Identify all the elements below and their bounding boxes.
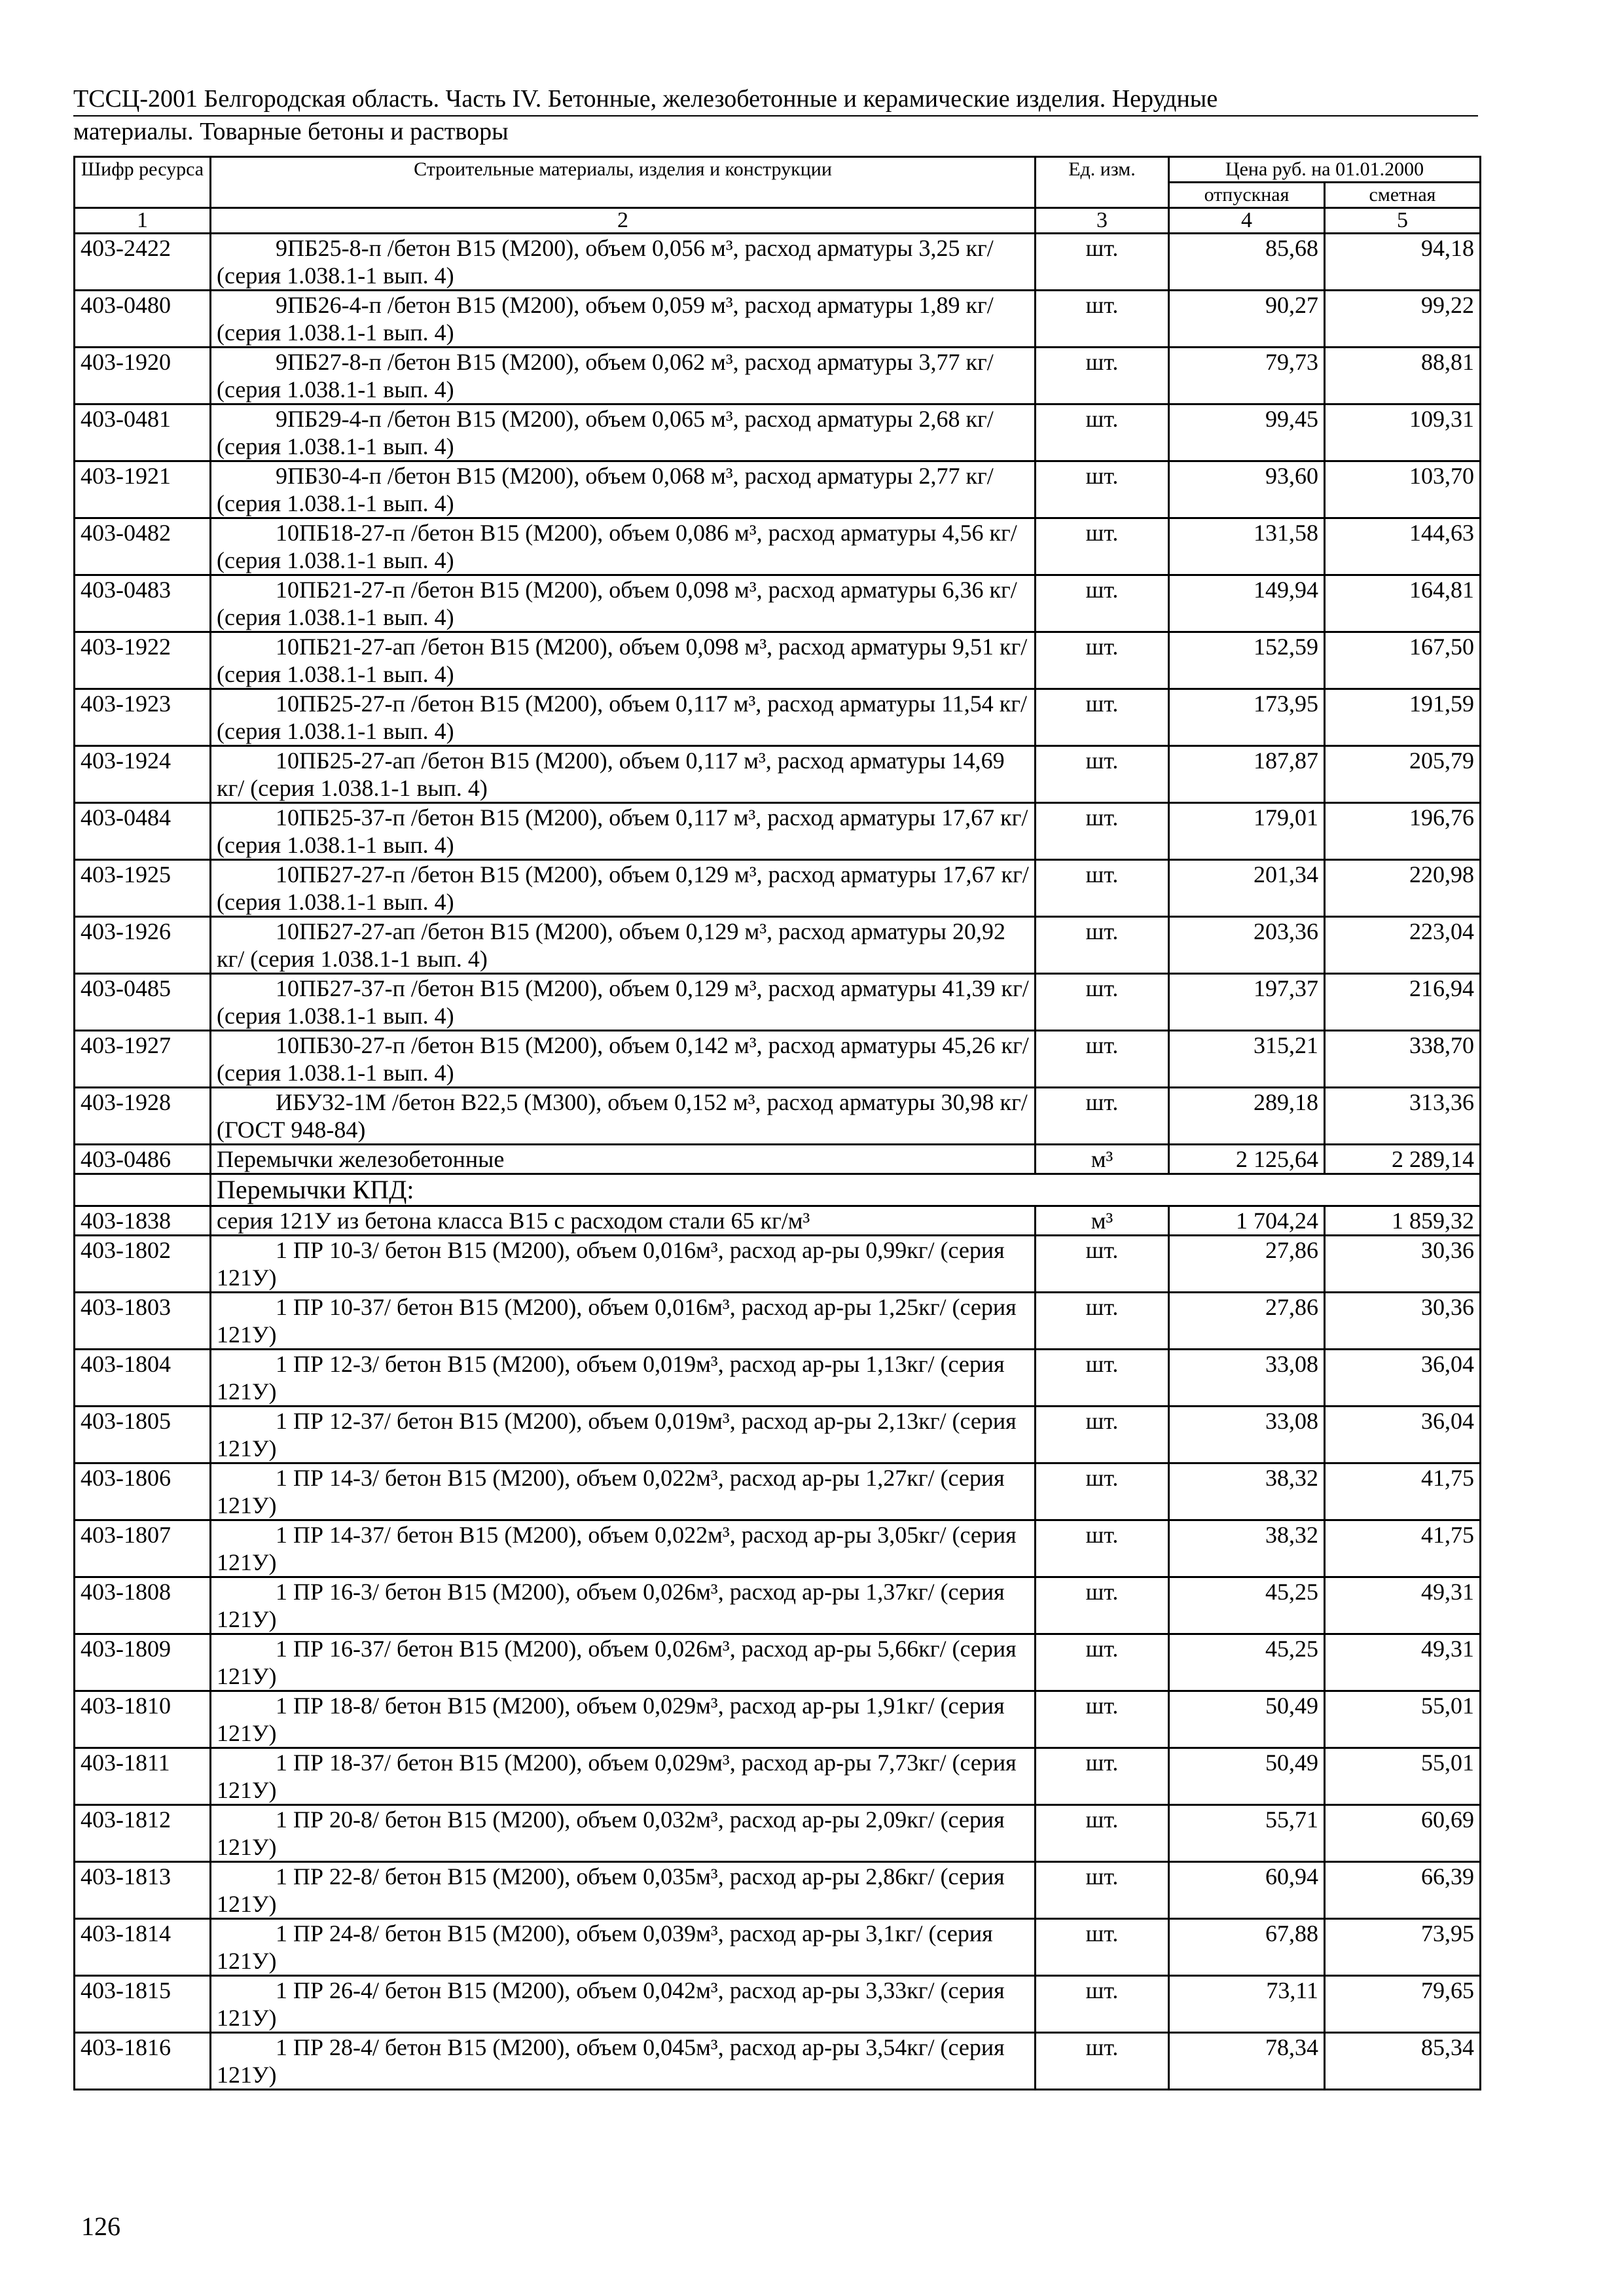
- code-cell: 403-1816: [75, 2033, 211, 2090]
- table-row: [75, 1862, 1481, 1919]
- release-price-cell: 197,37: [1169, 974, 1325, 1031]
- estimate-price-cell: 167,50: [1325, 632, 1481, 689]
- release-price-cell: 85,68: [1169, 234, 1325, 291]
- estimate-price-cell: 41,75: [1325, 1520, 1481, 1577]
- material-name-cell: [211, 1748, 1036, 1805]
- material-name: ИБУ32-1М /бетон В22,5 (М300), объем 0,152 м³, расход арматуры 30,98 кг/ (ГОСТ 948-84): [217, 1089, 1028, 1143]
- code-cell: 403-1814: [75, 1919, 211, 1976]
- header-title-line-1: ТССЦ-2001 Белгородская область. Часть IV. Бетонные, железобетонные и керамические изделия. Нерудные: [73, 84, 1478, 117]
- code-cell: 403-1809: [75, 1634, 211, 1691]
- unit-cell: шт.: [1036, 632, 1169, 689]
- material-name: 1 ПР 18-37/ бетон В15 (М200), объем 0,029м³, расход ар-ры 7,73кг/ (серия 121У): [217, 1749, 1017, 1803]
- estimate-price-cell: 223,04: [1325, 917, 1481, 974]
- material-name: 9ПБ30-4-п /бетон В15 (М200), объем 0,068 м³, расход арматуры 2,77 кг/ (серия 1.038.1-1 вып. 4): [217, 463, 994, 516]
- estimate-price-cell: 55,01: [1325, 1691, 1481, 1748]
- estimate-price-cell: 36,04: [1325, 1407, 1481, 1463]
- code-cell: 403-1922: [75, 632, 211, 689]
- code-cell: 403-1811: [75, 1748, 211, 1805]
- material-name-cell: [211, 1634, 1036, 1691]
- table-row: [75, 1236, 1481, 1293]
- material-name-cell: [211, 803, 1036, 860]
- material-name: 10ПБ18-27-п /бетон В15 (М200), объем 0,086 м³, расход арматуры 4,56 кг/ (серия 1.038.1-1 вып. 4): [217, 520, 1017, 573]
- column-number: 5: [1325, 208, 1481, 234]
- code-cell: 403-1926: [75, 917, 211, 974]
- release-price-cell: 2 125,64: [1169, 1145, 1325, 1174]
- unit-cell: шт.: [1036, 689, 1169, 746]
- estimate-price-cell: 164,81: [1325, 575, 1481, 632]
- header-unit: Ед. изм.: [1036, 157, 1169, 208]
- material-name: 1 ПР 22-8/ бетон В15 (М200), объем 0,035м³, расход ар-ры 2,86кг/ (серия 121У): [217, 1863, 1005, 1917]
- material-name: 10ПБ25-27-ап /бетон В15 (М200), объем 0,117 м³, расход арматуры 14,69 кг/ (серия 1.038.1-1 вып. 4): [217, 747, 1005, 801]
- table-row: [75, 974, 1481, 1031]
- estimate-price-cell: 85,34: [1325, 2033, 1481, 2090]
- code-cell: 403-1928: [75, 1088, 211, 1145]
- release-price-cell: 27,86: [1169, 1236, 1325, 1293]
- estimate-price-cell: 109,31: [1325, 404, 1481, 461]
- section-empty-cell: [75, 1174, 211, 1206]
- release-price-cell: 131,58: [1169, 518, 1325, 575]
- code-cell: 403-1838: [75, 1206, 211, 1236]
- release-price-cell: 201,34: [1169, 860, 1325, 917]
- table-row: [75, 1293, 1481, 1350]
- material-name-cell: [211, 291, 1036, 348]
- unit-cell: шт.: [1036, 575, 1169, 632]
- release-price-cell: 55,71: [1169, 1805, 1325, 1862]
- code-cell: 403-1803: [75, 1293, 211, 1350]
- release-price-cell: 38,32: [1169, 1463, 1325, 1520]
- code-cell: 403-1812: [75, 1805, 211, 1862]
- release-price-cell: 187,87: [1169, 746, 1325, 803]
- code-cell: 403-1804: [75, 1350, 211, 1407]
- material-name: 10ПБ27-27-ап /бетон В15 (М200), объем 0,129 м³, расход арматуры 20,92 кг/ (серия 1.038.1-1 вып. 4): [217, 918, 1005, 972]
- table-row: [75, 1634, 1481, 1691]
- table-row: [75, 1088, 1481, 1145]
- estimate-price-cell: 66,39: [1325, 1862, 1481, 1919]
- material-name-cell: [211, 632, 1036, 689]
- release-price-cell: 60,94: [1169, 1862, 1325, 1919]
- unit-cell: м³: [1036, 1206, 1169, 1236]
- code-cell: 403-0486: [75, 1145, 211, 1174]
- page-header: [73, 84, 1478, 147]
- material-name-cell: [211, 1577, 1036, 1634]
- unit-cell: шт.: [1036, 234, 1169, 291]
- material-name: 1 ПР 12-3/ бетон В15 (М200), объем 0,019м³, расход ар-ры 1,13кг/ (серия 121У): [217, 1351, 1005, 1405]
- release-price-cell: 78,34: [1169, 2033, 1325, 2090]
- column-number: 4: [1169, 208, 1325, 234]
- table-row: [75, 1145, 1481, 1174]
- table-row: [75, 348, 1481, 404]
- unit-cell: шт.: [1036, 1691, 1169, 1748]
- table-row: [75, 1463, 1481, 1520]
- unit-cell: м³: [1036, 1145, 1169, 1174]
- material-name: 10ПБ25-37-п /бетон В15 (М200), объем 0,117 м³, расход арматуры 17,67 кг/ (серия 1.038.1-1 вып. 4): [217, 804, 1028, 858]
- release-price-cell: 90,27: [1169, 291, 1325, 348]
- estimate-price-cell: 216,94: [1325, 974, 1481, 1031]
- code-cell: 403-0485: [75, 974, 211, 1031]
- release-price-cell: 27,86: [1169, 1293, 1325, 1350]
- unit-cell: шт.: [1036, 291, 1169, 348]
- unit-cell: шт.: [1036, 1236, 1169, 1293]
- unit-cell: шт.: [1036, 1634, 1169, 1691]
- material-name: 10ПБ27-37-п /бетон В15 (М200), объем 0,129 м³, расход арматуры 41,39 кг/ (серия 1.038.1-1 вып. 4): [217, 975, 1029, 1029]
- material-name-cell: [211, 234, 1036, 291]
- table-row: [75, 1031, 1481, 1088]
- code-cell: 403-1805: [75, 1407, 211, 1463]
- material-name: 1 ПР 24-8/ бетон В15 (М200), объем 0,039м³, расход ар-ры 3,1кг/ (серия 121У): [217, 1920, 993, 1974]
- table-row: [75, 1206, 1481, 1236]
- estimate-price-cell: 99,22: [1325, 291, 1481, 348]
- estimate-price-cell: 313,36: [1325, 1088, 1481, 1145]
- release-price-cell: 173,95: [1169, 689, 1325, 746]
- estimate-price-cell: 49,31: [1325, 1577, 1481, 1634]
- unit-cell: шт.: [1036, 1520, 1169, 1577]
- material-name-cell: [211, 1520, 1036, 1577]
- table-row: [75, 518, 1481, 575]
- release-price-cell: 79,73: [1169, 348, 1325, 404]
- code-cell: 403-0484: [75, 803, 211, 860]
- material-name-cell: [211, 1862, 1036, 1919]
- release-price-cell: 289,18: [1169, 1088, 1325, 1145]
- material-name-cell: [211, 1976, 1036, 2033]
- table-row: [75, 575, 1481, 632]
- header-code: Шифр ресурса: [75, 157, 211, 208]
- material-name-cell: [211, 518, 1036, 575]
- material-name: 9ПБ26-4-п /бетон В15 (М200), объем 0,059 м³, расход арматуры 1,89 кг/ (серия 1.038.1-1 вып. 4): [217, 292, 994, 346]
- unit-cell: шт.: [1036, 2033, 1169, 2090]
- table-row: [75, 746, 1481, 803]
- estimate-price-cell: 30,36: [1325, 1293, 1481, 1350]
- code-cell: 403-1924: [75, 746, 211, 803]
- code-cell: 403-1807: [75, 1520, 211, 1577]
- table-row: [75, 1976, 1481, 2033]
- material-name-cell: [211, 746, 1036, 803]
- material-name-cell: [211, 1805, 1036, 1862]
- material-name-cell: [211, 1088, 1036, 1145]
- unit-cell: шт.: [1036, 917, 1169, 974]
- material-name-cell: [211, 1407, 1036, 1463]
- unit-cell: шт.: [1036, 803, 1169, 860]
- material-name-cell: [211, 2033, 1036, 2090]
- material-name: 10ПБ30-27-п /бетон В15 (М200), объем 0,142 м³, расход арматуры 45,26 кг/ (серия 1.038.1-1 вып. 4): [217, 1032, 1029, 1086]
- code-cell: 403-0482: [75, 518, 211, 575]
- unit-cell: шт.: [1036, 860, 1169, 917]
- material-name: 1 ПР 16-3/ бетон В15 (М200), объем 0,026м³, расход ар-ры 1,37кг/ (серия 121У): [217, 1579, 1005, 1632]
- code-cell: 403-1921: [75, 461, 211, 518]
- unit-cell: шт.: [1036, 461, 1169, 518]
- release-price-cell: 33,08: [1169, 1407, 1325, 1463]
- material-name-cell: [211, 1463, 1036, 1520]
- table-row: [75, 1577, 1481, 1634]
- table-row: [75, 2033, 1481, 2090]
- release-price-cell: 33,08: [1169, 1350, 1325, 1407]
- material-name-cell: [211, 1293, 1036, 1350]
- unit-cell: шт.: [1036, 348, 1169, 404]
- estimate-price-cell: 196,76: [1325, 803, 1481, 860]
- release-price-cell: 50,49: [1169, 1748, 1325, 1805]
- release-price-cell: 203,36: [1169, 917, 1325, 974]
- column-number: 3: [1036, 208, 1169, 234]
- price-table: [73, 156, 1481, 2090]
- estimate-price-cell: 30,36: [1325, 1236, 1481, 1293]
- material-name: 1 ПР 18-8/ бетон В15 (М200), объем 0,029м³, расход ар-ры 1,91кг/ (серия 121У): [217, 1693, 1005, 1746]
- material-name: серия 121У из бетона класса В15 с расходом стали 65 кг/м³: [217, 1208, 810, 1234]
- release-price-cell: 45,25: [1169, 1634, 1325, 1691]
- table-body: [75, 208, 1481, 2090]
- table-row: [75, 1350, 1481, 1407]
- estimate-price-cell: 144,63: [1325, 518, 1481, 575]
- code-cell: 403-1920: [75, 348, 211, 404]
- material-name-cell: [211, 461, 1036, 518]
- unit-cell: шт.: [1036, 1976, 1169, 2033]
- release-price-cell: 38,32: [1169, 1520, 1325, 1577]
- unit-cell: шт.: [1036, 1919, 1169, 1976]
- material-name-cell: [211, 404, 1036, 461]
- estimate-price-cell: 60,69: [1325, 1805, 1481, 1862]
- unit-cell: шт.: [1036, 518, 1169, 575]
- unit-cell: шт.: [1036, 1088, 1169, 1145]
- table-row: [75, 1805, 1481, 1862]
- estimate-price-cell: 73,95: [1325, 1919, 1481, 1976]
- table-row: [75, 234, 1481, 291]
- material-name: 1 ПР 10-3/ бетон В15 (М200), объем 0,016м³, расход ар-ры 0,99кг/ (серия 121У): [217, 1237, 1005, 1291]
- material-name: 1 ПР 26-4/ бетон В15 (М200), объем 0,042м³, расход ар-ры 3,33кг/ (серия 121У): [217, 1977, 1005, 2031]
- release-price-cell: 152,59: [1169, 632, 1325, 689]
- material-name: Перемычки железобетонные: [217, 1146, 505, 1172]
- section-row: [75, 1174, 1481, 1206]
- estimate-price-cell: 79,65: [1325, 1976, 1481, 2033]
- unit-cell: шт.: [1036, 1805, 1169, 1862]
- release-price-cell: 67,88: [1169, 1919, 1325, 1976]
- material-name-cell: [211, 860, 1036, 917]
- estimate-price-cell: 2 289,14: [1325, 1145, 1481, 1174]
- table-row: [75, 1748, 1481, 1805]
- material-name-cell: [211, 917, 1036, 974]
- material-name-cell: [211, 689, 1036, 746]
- material-name-cell: [211, 1031, 1036, 1088]
- material-name: 1 ПР 28-4/ бетон В15 (М200), объем 0,045м³, расход ар-ры 3,54кг/ (серия 121У): [217, 2034, 1005, 2088]
- page-number: 126: [81, 2212, 120, 2241]
- table-row: [75, 1919, 1481, 1976]
- material-name: 9ПБ27-8-п /бетон В15 (М200), объем 0,062 м³, расход арматуры 3,77 кг/ (серия 1.038.1-1 вып. 4): [217, 349, 994, 403]
- header-release-price: отпускная: [1169, 183, 1325, 208]
- table-row: [75, 860, 1481, 917]
- material-name-cell: [211, 1236, 1036, 1293]
- release-price-cell: 149,94: [1169, 575, 1325, 632]
- material-name: 1 ПР 14-37/ бетон В15 (М200), объем 0,022м³, расход ар-ры 3,05кг/ (серия 121У): [217, 1522, 1017, 1575]
- code-cell: 403-1813: [75, 1862, 211, 1919]
- release-price-cell: 50,49: [1169, 1691, 1325, 1748]
- material-name: 10ПБ27-27-п /бетон В15 (М200), объем 0,129 м³, расход арматуры 17,67 кг/ (серия 1.038.1-1 вып. 4): [217, 861, 1029, 915]
- material-name-cell: [211, 575, 1036, 632]
- release-price-cell: 1 704,24: [1169, 1206, 1325, 1236]
- column-number: 1: [75, 208, 211, 234]
- table-row: [75, 1520, 1481, 1577]
- material-name: 10ПБ21-27-п /бетон В15 (М200), объем 0,098 м³, расход арматуры 6,36 кг/ (серия 1.038.1-1 вып. 4): [217, 577, 1017, 630]
- estimate-price-cell: 1 859,32: [1325, 1206, 1481, 1236]
- unit-cell: шт.: [1036, 1748, 1169, 1805]
- table-row: [75, 291, 1481, 348]
- table-row: [75, 1407, 1481, 1463]
- header-name: Строительные материалы, изделия и конструкции: [211, 157, 1036, 208]
- estimate-price-cell: 41,75: [1325, 1463, 1481, 1520]
- release-price-cell: 99,45: [1169, 404, 1325, 461]
- unit-cell: шт.: [1036, 1407, 1169, 1463]
- unit-cell: шт.: [1036, 1577, 1169, 1634]
- unit-cell: шт.: [1036, 1862, 1169, 1919]
- code-cell: 403-0483: [75, 575, 211, 632]
- material-name: 10ПБ21-27-ап /бетон В15 (М200), объем 0,098 м³, расход арматуры 9,51 кг/ (серия 1.038.1-1 вып. 4): [217, 634, 1028, 687]
- code-cell: 403-1923: [75, 689, 211, 746]
- release-price-cell: 73,11: [1169, 1976, 1325, 2033]
- release-price-cell: 45,25: [1169, 1577, 1325, 1634]
- material-name: 1 ПР 12-37/ бетон В15 (М200), объем 0,019м³, расход ар-ры 2,13кг/ (серия 121У): [217, 1408, 1017, 1462]
- unit-cell: шт.: [1036, 404, 1169, 461]
- estimate-price-cell: 338,70: [1325, 1031, 1481, 1088]
- release-price-cell: 93,60: [1169, 461, 1325, 518]
- column-number: 2: [211, 208, 1036, 234]
- code-cell: 403-1815: [75, 1976, 211, 2033]
- column-numbers-row: [75, 208, 1481, 234]
- code-cell: 403-1810: [75, 1691, 211, 1748]
- release-price-cell: 315,21: [1169, 1031, 1325, 1088]
- estimate-price-cell: 191,59: [1325, 689, 1481, 746]
- material-name: 10ПБ25-27-п /бетон В15 (М200), объем 0,117 м³, расход арматуры 11,54 кг/ (серия 1.038.1-1 вып. 4): [217, 691, 1028, 744]
- table-row: [75, 1691, 1481, 1748]
- material-name: 1 ПР 10-37/ бетон В15 (М200), объем 0,016м³, расход ар-ры 1,25кг/ (серия 121У): [217, 1294, 1017, 1348]
- code-cell: 403-0480: [75, 291, 211, 348]
- release-price-cell: 179,01: [1169, 803, 1325, 860]
- table-row: [75, 917, 1481, 974]
- code-cell: 403-1806: [75, 1463, 211, 1520]
- code-cell: 403-0481: [75, 404, 211, 461]
- material-name-cell: [211, 1145, 1036, 1174]
- material-name-cell: [211, 1691, 1036, 1748]
- estimate-price-cell: 88,81: [1325, 348, 1481, 404]
- estimate-price-cell: 94,18: [1325, 234, 1481, 291]
- unit-cell: шт.: [1036, 974, 1169, 1031]
- header-title-line-2: материалы. Товарные бетоны и растворы: [73, 118, 509, 145]
- material-name-cell: [211, 348, 1036, 404]
- unit-cell: шт.: [1036, 1463, 1169, 1520]
- table-row: [75, 803, 1481, 860]
- code-cell: 403-1925: [75, 860, 211, 917]
- estimate-price-cell: 49,31: [1325, 1634, 1481, 1691]
- section-title: Перемычки КПД:: [211, 1174, 1481, 1206]
- code-cell: 403-1927: [75, 1031, 211, 1088]
- material-name: 1 ПР 20-8/ бетон В15 (М200), объем 0,032м³, расход ар-ры 2,09кг/ (серия 121У): [217, 1806, 1005, 1860]
- code-cell: 403-2422: [75, 234, 211, 291]
- material-name: 1 ПР 16-37/ бетон В15 (М200), объем 0,026м³, расход ар-ры 5,66кг/ (серия 121У): [217, 1636, 1017, 1689]
- table-row: [75, 404, 1481, 461]
- estimate-price-cell: 103,70: [1325, 461, 1481, 518]
- header-price-group: Цена руб. на 01.01.2000: [1169, 157, 1481, 183]
- header-estimate-price: сметная: [1325, 183, 1481, 208]
- material-name-cell: [211, 1350, 1036, 1407]
- table-row: [75, 632, 1481, 689]
- material-name: 9ПБ29-4-п /бетон В15 (М200), объем 0,065 м³, расход арматуры 2,68 кг/ (серия 1.038.1-1 вып. 4): [217, 406, 994, 459]
- unit-cell: шт.: [1036, 1350, 1169, 1407]
- material-name-cell: [211, 974, 1036, 1031]
- estimate-price-cell: 55,01: [1325, 1748, 1481, 1805]
- code-cell: 403-1802: [75, 1236, 211, 1293]
- material-name: 9ПБ25-8-п /бетон В15 (М200), объем 0,056 м³, расход арматуры 3,25 кг/ (серия 1.038.1-1 вып. 4): [217, 235, 994, 289]
- material-name: 1 ПР 14-3/ бетон В15 (М200), объем 0,022м³, расход ар-ры 1,27кг/ (серия 121У): [217, 1465, 1005, 1518]
- material-name-cell: [211, 1919, 1036, 1976]
- code-cell: 403-1808: [75, 1577, 211, 1634]
- unit-cell: шт.: [1036, 746, 1169, 803]
- estimate-price-cell: 220,98: [1325, 860, 1481, 917]
- table-row: [75, 461, 1481, 518]
- unit-cell: шт.: [1036, 1293, 1169, 1350]
- estimate-price-cell: 205,79: [1325, 746, 1481, 803]
- estimate-price-cell: 36,04: [1325, 1350, 1481, 1407]
- material-name-cell: [211, 1206, 1036, 1236]
- table-row: [75, 689, 1481, 746]
- unit-cell: шт.: [1036, 1031, 1169, 1088]
